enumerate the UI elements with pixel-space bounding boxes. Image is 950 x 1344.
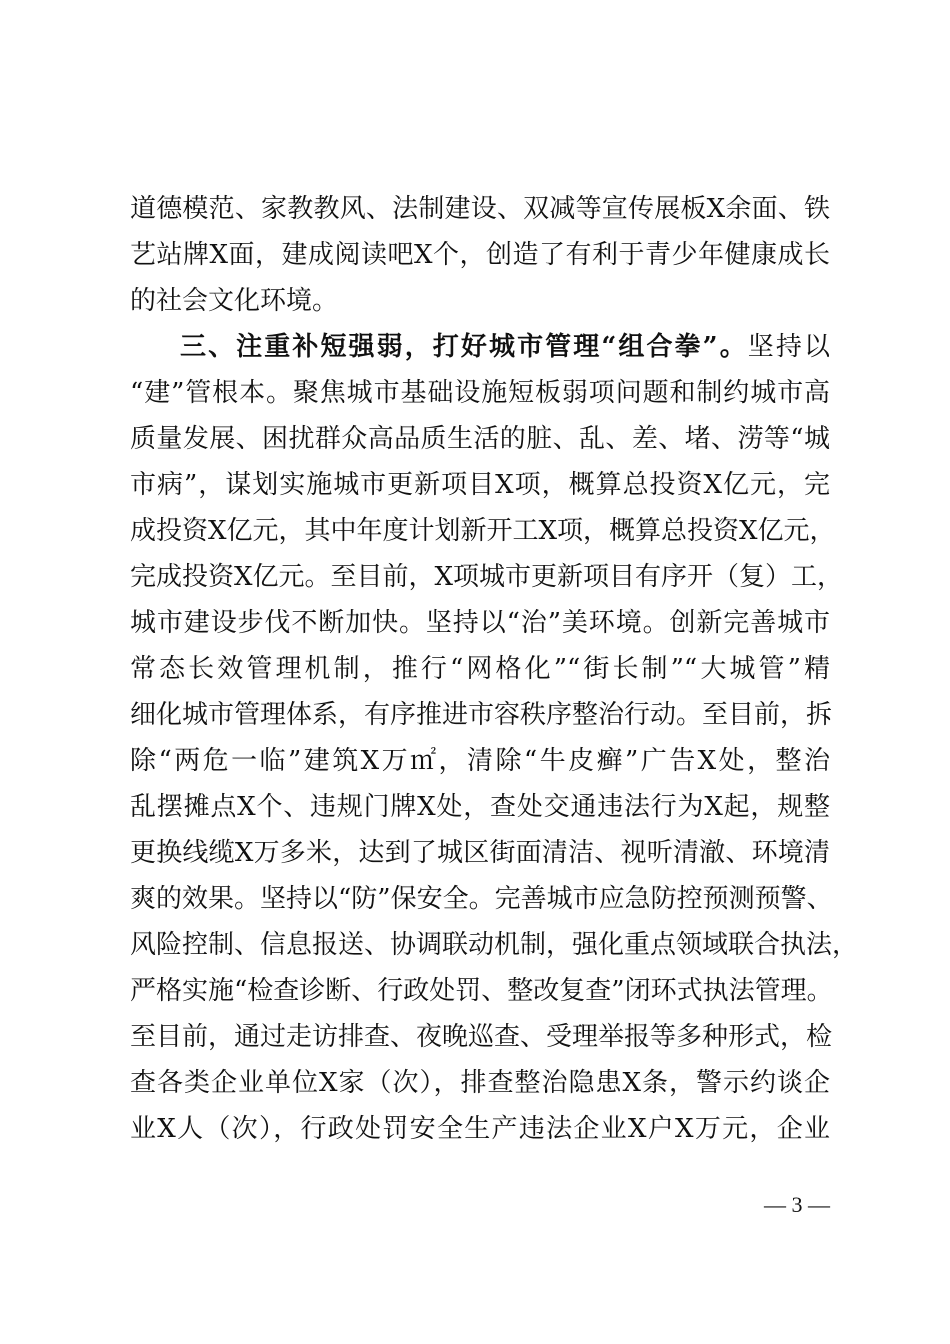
text-line: 的社会文化环境。 [130, 286, 339, 316]
page-number: — 3 — [764, 1192, 830, 1217]
text-line: 细化城市管理体系，有序推进市容秩序整治行动。至目前，拆 [130, 700, 833, 730]
text-segment: 坚持以 [747, 332, 830, 362]
text-line: 更换线缆X万多米，达到了城区街面清洁、视听清澈、环境清 [130, 838, 830, 868]
text-line: 道德模范、家教教风、法制建设、双减等宣传展板X余面、铁 [130, 194, 830, 224]
text-line: 爽的效果。坚持以“防”保安全。完善城市应急防控预测预警、 [130, 884, 833, 914]
text-line: 业X人（次），行政处罚安全生产违法企业X户X万元，企业 [130, 1114, 830, 1144]
text-line: 查各类企业单位X家（次），排查整治隐患X条，警示约谈企 [130, 1068, 830, 1098]
text-line: 常态长效管理机制，推行“网格化”“街长制”“大城管”精 [130, 654, 830, 684]
text-line: 艺站牌X面，建成阅读吧X个，创造了有利于青少年健康成长 [130, 240, 830, 270]
text-line: “建”管根本。聚焦城市基础设施短板弱项问题和制约城市高 [130, 378, 830, 408]
text-line: 完成投资X亿元。至目前，X项城市更新项目有序开（复）工， [130, 562, 844, 592]
section-heading-line [180, 324, 830, 370]
text-line: 至目前，通过走访排查、夜晚巡查、受理举报等多种形式，检 [130, 1022, 833, 1052]
text-line: 成投资X亿元，其中年度计划新开工X项，概算总投资X亿元， [130, 516, 836, 546]
text-line: 严格实施“检查诊断、行政处罚、整改复查”闭环式执法管理。 [130, 976, 833, 1006]
text-line: 城市建设步伐不断加快。坚持以“治”美环境。创新完善城市 [130, 608, 830, 638]
text-line: 市病”，谋划实施城市更新项目X项，概算总投资X亿元，完 [130, 470, 830, 500]
text-line: 除“两危一临”建筑X万㎡，清除“牛皮癣”广告X处，整治 [130, 746, 830, 776]
section-heading: 三、注重补短强弱，打好城市管理“组合拳”。 [180, 332, 748, 362]
text-line: 乱摆摊点X个、违规门牌X处，查处交通违法行为X起，规整 [130, 792, 830, 822]
text-line: 质量发展、困扰群众高品质生活的脏、乱、差、堵、涝等“城 [130, 424, 830, 454]
text-line: 风险控制、信息报送、协调联动机制，强化重点领域联合执法， [130, 930, 859, 960]
